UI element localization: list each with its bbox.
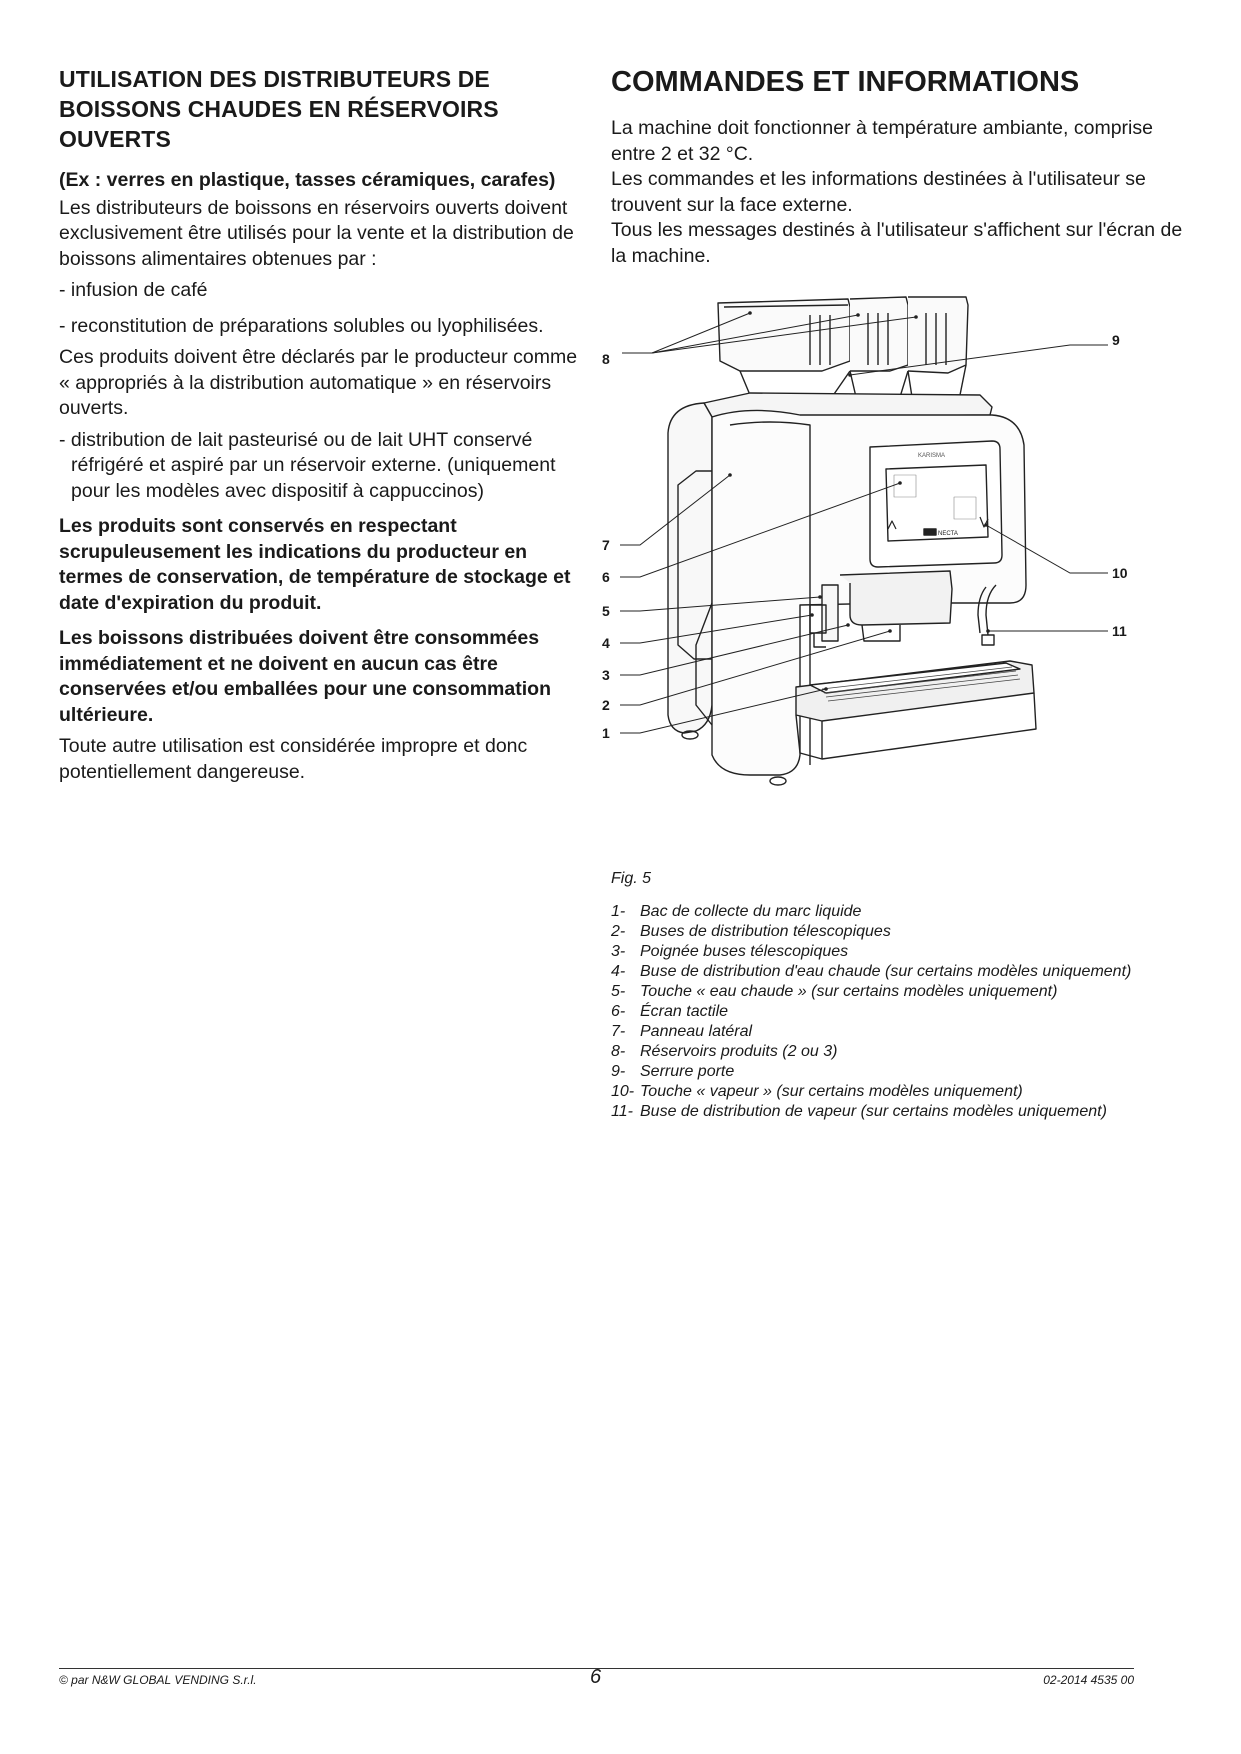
list-item-soluble: - reconstitution de préparations solubles ou lyophilisées. bbox=[59, 314, 544, 337]
paragraph-declared: Ces produits doivent être déclarés par le producteur comme « appropriés à la distribution automatique » en réservoirs ouverts. bbox=[59, 346, 578, 419]
callout-10: 10 bbox=[1112, 565, 1128, 581]
document-code: 02-2014 4535 00 bbox=[1043, 1673, 1134, 1687]
callout-7: 7 bbox=[602, 537, 610, 553]
callout-8: 8 bbox=[602, 351, 610, 367]
brand-label: KARISMA bbox=[918, 453, 946, 459]
warning-storage: Les produits sont conservés en respectant scrupuleusement les indications du producteur en termes de conservation, de température de stockage et date d'expiration du produit. bbox=[59, 515, 571, 614]
subheading: (Ex : verres en plastique, tasses céramiques, carafes) bbox=[59, 169, 556, 191]
list-item-milk: - distribution de lait pasteurisé ou de lait UHT conservé réfrigéré et aspiré par un réservoir externe. (uniquement pour les modèles avec dispositif à cappuccinos) bbox=[59, 428, 556, 502]
paragraph-improper-use: Toute autre utilisation est considérée impropre et donc potentiellement dangereuse. bbox=[59, 735, 528, 783]
paragraph-temperature: La machine doit fonctionner à température ambiante, comprise entre 2 et 32 °C. bbox=[611, 117, 1153, 165]
legend-item: 1- Bac de collecte du marc liquide bbox=[611, 903, 862, 920]
footer-copyright: © par N&W GLOBAL VENDING S.r.l. bbox=[59, 1673, 257, 1687]
callout-5: 5 bbox=[602, 603, 610, 619]
legend-item: 10- Touche « vapeur » (sur certains modèles uniquement) bbox=[611, 1083, 1023, 1100]
section-title-left bbox=[59, 64, 583, 154]
legend-item: 11- Buse de distribution de vapeur (sur certains modèles uniquement) bbox=[611, 1103, 1107, 1120]
legend-item: 3- Poignée buses télescopiques bbox=[611, 943, 849, 960]
warning-consumption: Les boissons distribuées doivent être consommées immédiatement et ne doivent en aucun cas être conservées et/ou emballées pour une consommation ultérieure. bbox=[59, 627, 551, 726]
page-number: 6 bbox=[590, 1666, 602, 1688]
list-item-coffee: - infusion de café bbox=[59, 279, 208, 301]
legend-item: 4- Buse de distribution d'eau chaude (sur certains modèles uniquement) bbox=[611, 963, 1132, 980]
legend-item: 7- Panneau latéral bbox=[611, 1023, 753, 1040]
callout-3: 3 bbox=[602, 667, 610, 683]
legend-item: 6- Écran tactile bbox=[611, 1003, 729, 1020]
left-column bbox=[59, 64, 583, 785]
paragraph-intro: Les distributeurs de boissons en réservoirs ouverts doivent exclusivement être utilisés pour la vente et la distribution de boissons alimentaires obtenues par : bbox=[59, 196, 574, 270]
callout-2: 2 bbox=[602, 697, 610, 713]
machine-diagram bbox=[600, 285, 1140, 845]
title-line-1: UTILISATION DES DISTRIBUTEURS DE bbox=[59, 66, 490, 92]
right-column bbox=[611, 64, 1191, 269]
legend-item: 8- Réservoirs produits (2 ou 3) bbox=[611, 1043, 838, 1060]
paragraph-controls: Les commandes et les informations destinées à l'utilisateur se trouvent sur la face externe. bbox=[611, 168, 1146, 216]
title-line-2: BOISSONS CHAUDES EN RÉSERVOIRS bbox=[59, 96, 499, 122]
legend-item: 2- Buses de distribution télescopiques bbox=[611, 923, 891, 940]
figure-legend bbox=[611, 902, 1201, 1122]
machine-illustration bbox=[600, 285, 1140, 845]
callout-11: 11 bbox=[1112, 623, 1127, 639]
title-line-3: OUVERTS bbox=[59, 126, 171, 152]
callout-9: 9 bbox=[1112, 332, 1120, 348]
logo-label: NECTA bbox=[938, 531, 958, 537]
paragraph-messages: Tous les messages destinés à l'utilisateur s'affichent sur l'écran de la machine. bbox=[611, 219, 1183, 267]
callout-1: 1 bbox=[602, 725, 610, 741]
callout-4: 4 bbox=[602, 635, 610, 651]
legend-item: 5- Touche « eau chaude » (sur certains modèles uniquement) bbox=[611, 983, 1058, 1000]
figure-caption: Fig. 5 bbox=[611, 870, 652, 887]
legend-item: 9- Serrure porte bbox=[611, 1063, 735, 1080]
callout-6: 6 bbox=[602, 569, 610, 585]
section-title-right: COMMANDES ET INFORMATIONS bbox=[611, 66, 1080, 98]
